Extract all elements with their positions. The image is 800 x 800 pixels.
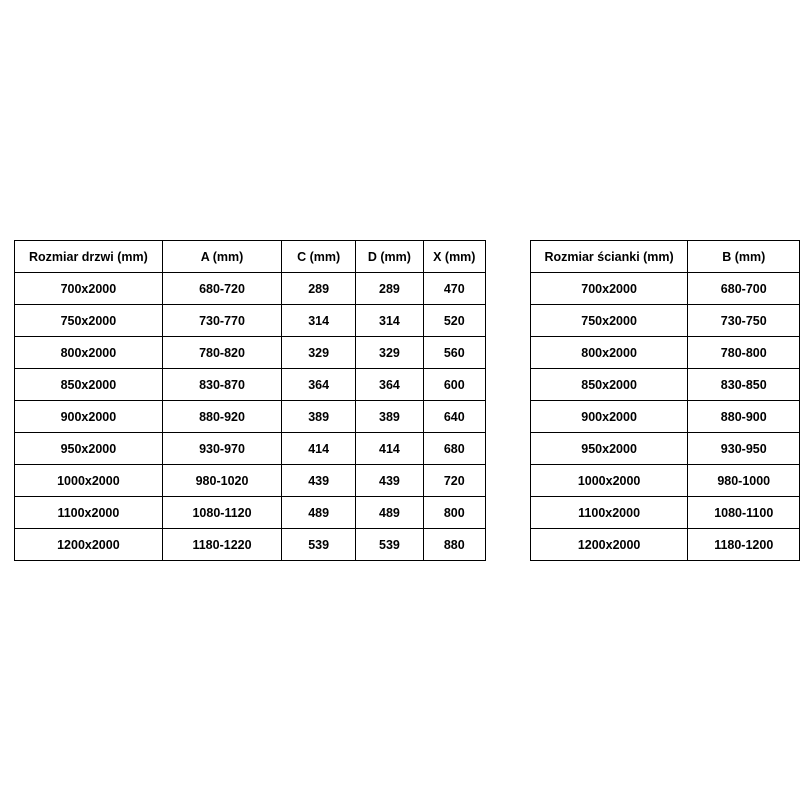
table-header-row: [530, 241, 799, 273]
cell-a: 1080-1120: [162, 497, 282, 529]
cell-wall-size: 850x2000: [530, 369, 688, 401]
column-header-wall-size: Rozmiar ścianki (mm): [530, 241, 688, 273]
column-header-a: A (mm): [162, 241, 282, 273]
table-header-row: [15, 241, 486, 273]
table-row: [15, 401, 486, 433]
cell-c: 289: [282, 273, 356, 305]
cell-d: 389: [356, 401, 424, 433]
cell-a: 780-820: [162, 337, 282, 369]
table-row: [530, 497, 799, 529]
table-row: [15, 337, 486, 369]
cell-b: 1180-1200: [688, 529, 800, 561]
column-header-x: X (mm): [423, 241, 485, 273]
cell-wall-size: 700x2000: [530, 273, 688, 305]
cell-c: 389: [282, 401, 356, 433]
cell-b: 780-800: [688, 337, 800, 369]
table-row: [530, 465, 799, 497]
cell-door-size: 800x2000: [15, 337, 163, 369]
doors-size-table-wrapper: [14, 240, 486, 561]
cell-b: 930-950: [688, 433, 800, 465]
cell-b: 730-750: [688, 305, 800, 337]
cell-x: 680: [423, 433, 485, 465]
table-row: [530, 433, 799, 465]
cell-wall-size: 1000x2000: [530, 465, 688, 497]
cell-door-size: 950x2000: [15, 433, 163, 465]
cell-c: 314: [282, 305, 356, 337]
cell-c: 439: [282, 465, 356, 497]
cell-x: 640: [423, 401, 485, 433]
cell-x: 720: [423, 465, 485, 497]
cell-b: 1080-1100: [688, 497, 800, 529]
table-row: [530, 401, 799, 433]
cell-wall-size: 900x2000: [530, 401, 688, 433]
table-row: [15, 305, 486, 337]
cell-c: 329: [282, 337, 356, 369]
cell-wall-size: 750x2000: [530, 305, 688, 337]
cell-x: 560: [423, 337, 485, 369]
doors-size-table: [14, 240, 486, 561]
cell-door-size: 1200x2000: [15, 529, 163, 561]
cell-door-size: 700x2000: [15, 273, 163, 305]
table-row: [530, 369, 799, 401]
cell-wall-size: 1200x2000: [530, 529, 688, 561]
cell-a: 880-920: [162, 401, 282, 433]
cell-b: 830-850: [688, 369, 800, 401]
cell-a: 830-870: [162, 369, 282, 401]
cell-wall-size: 1100x2000: [530, 497, 688, 529]
table-row: [15, 273, 486, 305]
cell-door-size: 1100x2000: [15, 497, 163, 529]
cell-b: 680-700: [688, 273, 800, 305]
cell-d: 539: [356, 529, 424, 561]
wall-size-table-head: [530, 241, 799, 273]
column-header-b: B (mm): [688, 241, 800, 273]
cell-c: 489: [282, 497, 356, 529]
table-row: [530, 337, 799, 369]
cell-x: 470: [423, 273, 485, 305]
cell-door-size: 750x2000: [15, 305, 163, 337]
cell-d: 314: [356, 305, 424, 337]
cell-d: 439: [356, 465, 424, 497]
cell-a: 730-770: [162, 305, 282, 337]
spec-tables-sheet: [0, 240, 800, 561]
cell-a: 680-720: [162, 273, 282, 305]
column-header-door-size: Rozmiar drzwi (mm): [15, 241, 163, 273]
cell-wall-size: 800x2000: [530, 337, 688, 369]
cell-door-size: 900x2000: [15, 401, 163, 433]
cell-d: 329: [356, 337, 424, 369]
cell-a: 980-1020: [162, 465, 282, 497]
doors-size-table-body: [15, 273, 486, 561]
cell-d: 414: [356, 433, 424, 465]
cell-c: 364: [282, 369, 356, 401]
cell-c: 414: [282, 433, 356, 465]
cell-d: 289: [356, 273, 424, 305]
cell-b: 980-1000: [688, 465, 800, 497]
table-row: [530, 529, 799, 561]
cell-wall-size: 950x2000: [530, 433, 688, 465]
table-row: [15, 529, 486, 561]
table-row: [15, 369, 486, 401]
table-row: [530, 273, 799, 305]
table-row: [15, 433, 486, 465]
cell-x: 520: [423, 305, 485, 337]
table-row: [15, 465, 486, 497]
cell-a: 930-970: [162, 433, 282, 465]
table-row: [530, 305, 799, 337]
wall-size-table: [530, 240, 800, 561]
wall-size-table-body: [530, 273, 799, 561]
cell-door-size: 1000x2000: [15, 465, 163, 497]
cell-c: 539: [282, 529, 356, 561]
cell-d: 364: [356, 369, 424, 401]
doors-size-table-head: [15, 241, 486, 273]
cell-x: 800: [423, 497, 485, 529]
cell-door-size: 850x2000: [15, 369, 163, 401]
cell-d: 489: [356, 497, 424, 529]
cell-b: 880-900: [688, 401, 800, 433]
wall-size-table-wrapper: [530, 240, 800, 561]
table-row: [15, 497, 486, 529]
column-header-d: D (mm): [356, 241, 424, 273]
cell-a: 1180-1220: [162, 529, 282, 561]
cell-x: 880: [423, 529, 485, 561]
cell-x: 600: [423, 369, 485, 401]
column-header-c: C (mm): [282, 241, 356, 273]
